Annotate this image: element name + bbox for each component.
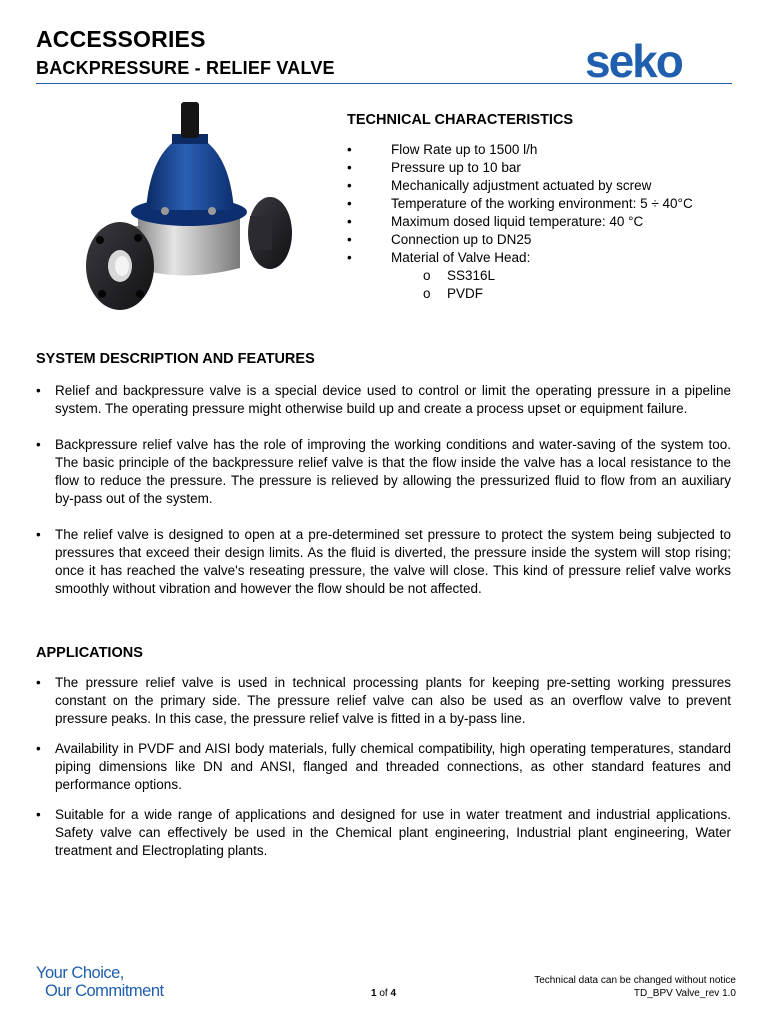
system-description-heading: SYSTEM DESCRIPTION AND FEATURES xyxy=(36,351,315,367)
paragraph-item xyxy=(36,436,731,508)
sub-list-item xyxy=(347,285,737,303)
list-item-text: Mechanically adjustment actuated by screw xyxy=(391,178,652,193)
list-item xyxy=(347,213,737,231)
list-item-text: Flow Rate up to 1500 l/h xyxy=(391,142,538,157)
slogan-line-2: Our Commitment xyxy=(45,982,164,1000)
bullet: • xyxy=(36,741,41,756)
system-description-list xyxy=(36,382,731,616)
page-current: 1 xyxy=(371,988,377,999)
paragraph-item xyxy=(36,526,731,598)
footer-notice xyxy=(534,974,736,1000)
bullet: • xyxy=(347,232,352,247)
header-divider xyxy=(36,83,732,84)
bullet: • xyxy=(347,196,352,211)
bullet: • xyxy=(347,142,352,157)
bullet: • xyxy=(347,160,352,175)
seko-logo xyxy=(583,42,733,82)
list-item xyxy=(347,177,737,195)
footer-slogan xyxy=(36,964,164,1000)
technical-characteristics-heading: TECHNICAL CHARACTERISTICS xyxy=(347,112,574,128)
change-notice: Technical data can be changed without notice xyxy=(534,975,736,986)
paragraph-item xyxy=(36,740,731,794)
list-item xyxy=(347,249,737,267)
bullet: • xyxy=(36,383,41,398)
bullet: • xyxy=(347,178,352,193)
list-item-text: Connection up to DN25 xyxy=(391,232,532,247)
sub-list-item-text: SS316L xyxy=(447,268,496,283)
technical-characteristics-list xyxy=(347,141,737,267)
paragraph-item xyxy=(36,382,731,418)
applications-heading: APPLICATIONS xyxy=(36,645,143,661)
slogan-line-1: Your Choice, xyxy=(36,964,124,982)
bullet: • xyxy=(36,527,41,542)
bullet: • xyxy=(36,807,41,822)
sub-bullet: o xyxy=(423,286,431,301)
sub-bullet: o xyxy=(423,268,431,283)
applications-list xyxy=(36,674,731,872)
page-number xyxy=(371,988,396,999)
sub-list-item-text: PVDF xyxy=(447,286,484,301)
valve-head-material-list xyxy=(347,267,737,303)
bullet: • xyxy=(36,437,41,452)
list-item xyxy=(347,159,737,177)
document-subtitle: BACKPRESSURE - RELIEF VALVE xyxy=(36,58,335,78)
list-item-text: Pressure up to 10 bar xyxy=(391,160,521,175)
paragraph-text: The pressure relief valve is used in technical processing plants for keeping pre-setting working pressures constant on the primary side. The pressure relief valve can also be used as an overflow valve to prevent pressure peaks. In this case, the pressure relief valve is fitted in a by-pass line. xyxy=(55,675,731,726)
paragraph-text: Relief and backpressure valve is a special device used to control or limit the operating pressure in a pipeline system. The operating pressure might otherwise build up and create a process upset or equipment failure. xyxy=(55,383,731,416)
paragraph-text: Availability in PVDF and AISI body materials, fully chemical compatibility, high operating temperatures, standard piping dimensions like DN and ANSI, flanged and threaded connections, as other standard features and performance options. xyxy=(55,741,731,792)
paragraph-item xyxy=(36,674,731,728)
page-total: 4 xyxy=(390,988,397,999)
list-item xyxy=(347,141,737,159)
paragraph-item xyxy=(36,806,731,860)
list-item-text: Maximum dosed liquid temperature: 40 °C xyxy=(391,214,644,229)
list-item-text: Material of Valve Head: xyxy=(391,250,531,265)
paragraph-text: The relief valve is designed to open at a pre-determined set pressure to protect the system being subjected to pressures that exceed their design limits. As the fluid is diverted, the pressure inside the system will stop rising; once it has reached the valve's reseating pressure, the valve will close. This kind of pressure relief valve works smoothly without vibration and however the flow should be not affected. xyxy=(55,527,731,596)
document-title: ACCESSORIES xyxy=(36,26,206,52)
list-item xyxy=(347,195,737,213)
bullet: • xyxy=(36,675,41,690)
sub-list-item xyxy=(347,267,737,285)
logo-wordmark: seko xyxy=(585,42,682,82)
list-item xyxy=(347,231,737,249)
paragraph-text: Backpressure relief valve has the role of improving the working conditions and water-saving of the system too. The basic principle of the backpressure relief valve is that the flow inside the valve has a local resistance to the flow to reduce the pressure. The pressure is relieved by allowing the pressurized fluid to flow from an auxiliary by-pass out of the system. xyxy=(55,437,731,506)
bullet: • xyxy=(347,214,352,229)
list-item-text: Temperature of the working environment: 5 ÷ 40°C xyxy=(391,196,693,211)
bullet: • xyxy=(347,250,352,265)
page-of: of xyxy=(379,988,388,999)
valve-product-image xyxy=(80,98,300,318)
document-reference: TD_BPV Valve_rev 1.0 xyxy=(633,988,736,999)
paragraph-text: Suitable for a wide range of applications and designed for use in water treatment and industrial applications. Safety valve can effectively be used in the Chemical plant engineering, Industrial plant engineering, Water treatment and Electroplating plants. xyxy=(55,807,731,858)
